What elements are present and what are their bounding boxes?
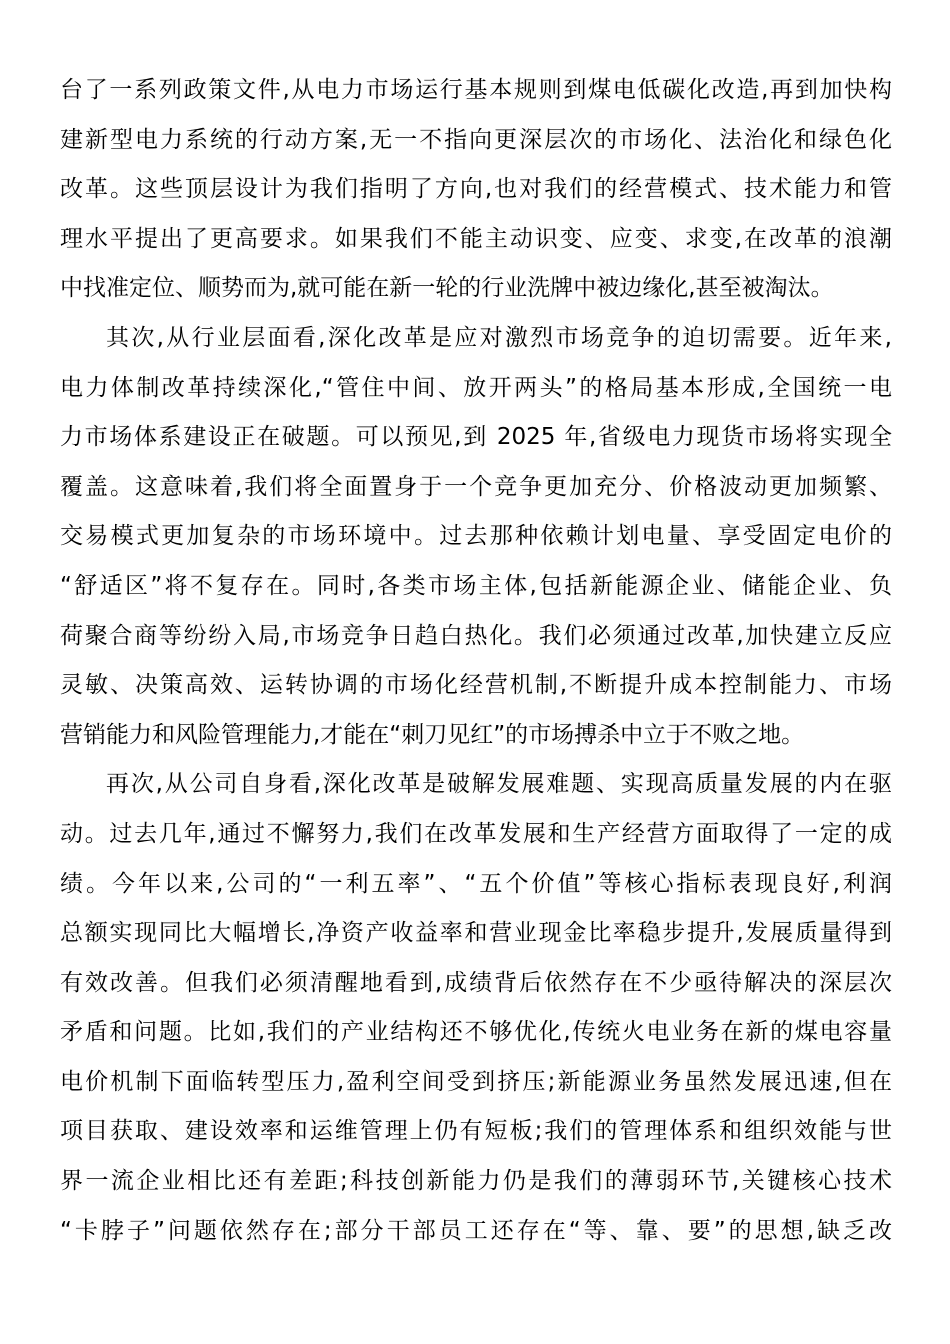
text-line: 绩。今年以来,公司的“一利五率”、“五个价值”等核心指标表现良好,利润 <box>60 870 892 897</box>
text-line: 灵敏、决策高效、运转协调的市场化经营机制,不断提升成本控制能力、市场 <box>60 672 892 699</box>
text-line: 界一流企业相比还有差距;科技创新能力仍是我们的薄弱环节,关键核心技术 <box>60 1168 892 1195</box>
text-line: 中找准定位、顺势而为,就可能在新一轮的行业洗牌中被边缘化,甚至被淘汰。 <box>60 275 834 302</box>
text-line: 总额实现同比大幅增长,净资产收益率和营业现金比率稳步提升,发展质量得到 <box>60 920 892 947</box>
text-line: 矛盾和问题。比如,我们的产业结构还不够优化,传统火电业务在新的煤电容量 <box>60 1019 892 1046</box>
text-line: 台了一系列政策文件,从电力市场运行基本规则到煤电低碳化改造,再到加快构 <box>60 77 892 103</box>
text-line: 动。过去几年,通过不懈努力,我们在改革发展和生产经营方面取得了一定的成 <box>60 820 892 847</box>
paragraph-start-line: 再次,从公司自身看,深化改革是破解发展难题、实现高质量发展的内在驱 <box>106 771 892 798</box>
text-line: 覆盖。这意味着,我们将全面置身于一个竞争更加充分、价格波动更加频繁、 <box>60 473 892 500</box>
paragraph-start-line: 其次,从行业层面看,深化改革是应对激烈市场竞争的迫切需要。近年来, <box>106 324 892 351</box>
text-line: 改革。这些顶层设计为我们指明了方向,也对我们的经营模式、技术能力和管 <box>60 176 892 203</box>
document-body <box>60 66 892 1256</box>
text-line: 荷聚合商等纷纷入局,市场竞争日趋白热化。我们必须通过改革,加快建立反应 <box>60 622 892 649</box>
text-line: 电力体制改革持续深化,“管住中间、放开两头”的格局基本形成,全国统一电 <box>60 374 892 401</box>
text-line: “卡脖子”问题依然存在;部分干部员工还存在“等、靠、要”的思想,缺乏改 <box>60 1217 892 1244</box>
text-line: 电价机制下面临转型压力,盈利空间受到挤压;新能源业务虽然发展迅速,但在 <box>60 1068 892 1095</box>
text-line: 有效改善。但我们必须清醒地看到,成绩背后依然存在不少亟待解决的深层次 <box>60 969 892 996</box>
text-line: 营销能力和风险管理能力,才能在“刺刀见红”的市场搏杀中立于不败之地。 <box>60 721 805 748</box>
text-line: 力市场体系建设正在破题。可以预见,到 2025 年,省级电力现货市场将实现全 <box>60 424 892 451</box>
text-line: “舒适区”将不复存在。同时,各类市场主体,包括新能源企业、储能企业、负 <box>60 572 892 599</box>
text-line: 交易模式更加复杂的市场环境中。过去那种依赖计划电量、享受固定电价的 <box>60 523 892 550</box>
text-line: 项目获取、建设效率和运维管理上仍有短板;我们的管理体系和组织效能与世 <box>60 1118 892 1145</box>
text-line: 建新型电力系统的行动方案,无一不指向更深层次的市场化、法治化和绿色化 <box>60 126 892 153</box>
text-line: 理水平提出了更高要求。如果我们不能主动识变、应变、求变,在改革的浪潮 <box>60 225 892 252</box>
